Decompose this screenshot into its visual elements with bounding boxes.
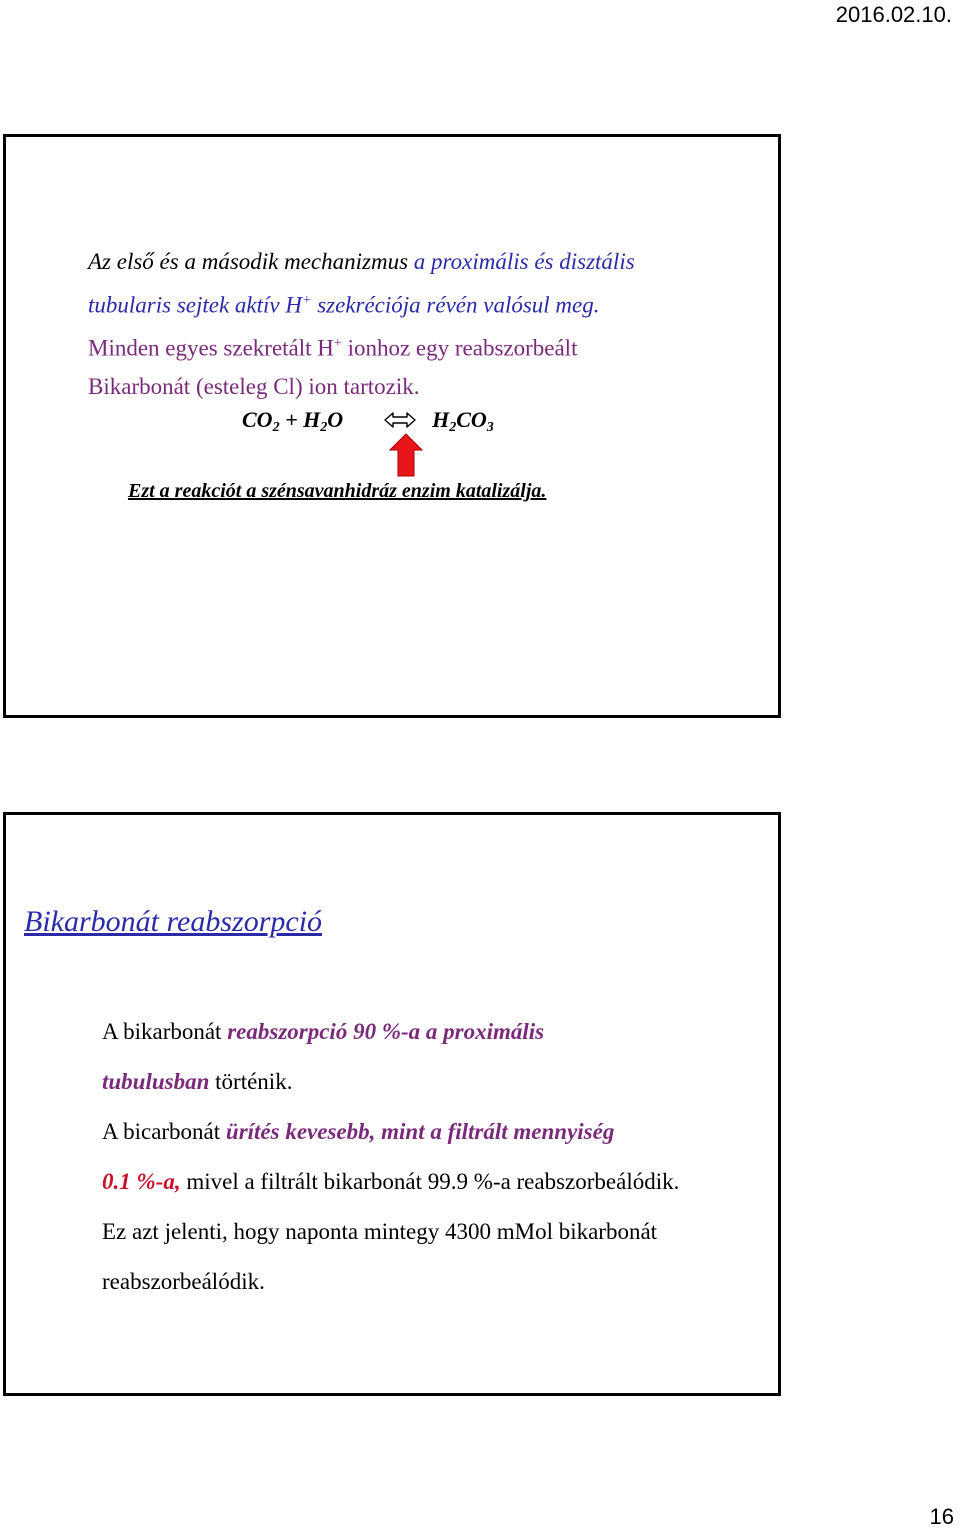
text-segment: tubularis sejtek aktív H [88,292,302,318]
text-segment-emphasis: reabszorpció 90 %-a a proximális [227,1019,545,1044]
chemical-equation [242,407,494,436]
text-segment: Az első és a második mechanizmus [88,249,414,274]
text-segment: A bikarbonát [102,1019,228,1044]
text-segment-highlight: a proximális és disztális [413,249,635,274]
slide1-line-2 [88,282,635,325]
text-segment: Minden egyes szekretált H [88,335,334,361]
text-segment: ionhoz egy reabszorbeált [341,335,578,361]
slide-title: Bikarbonát reabszorpció [24,905,323,938]
slide-bicarbonate-reabsorption [3,812,781,1396]
header-date: 2016.02.10. [835,2,952,27]
eq-o: O [327,407,344,432]
eq-subscript: 2 [272,420,280,435]
page-number: 16 [929,1504,954,1529]
eq-subscript: 3 [486,420,494,435]
slide-carbonic-anhydrase [3,134,781,718]
text-segment-emphasis: tubulusban [102,1069,210,1094]
eq-subscript: 2 [449,420,457,435]
slide1-line-4 [88,368,635,407]
eq-plus-h: + H [279,407,321,432]
slide2-line-6: reabszorbeálódik. [102,1269,265,1294]
eq-subscript: 2 [320,420,328,435]
slide2-line-3 [102,1107,679,1157]
text-segment: Bikarbonát (esteleg Cl) ion tartozik. [88,373,420,399]
eq-co: CO [456,407,487,432]
slide1-paragraph [88,243,635,406]
text-segment: történik. [209,1069,293,1094]
slide2-line-4 [102,1157,679,1207]
slide2-line-5: Ez azt jelenti, hogy naponta mintegy 4300 mMol bikarbonát [102,1219,658,1244]
text-segment: szekréciója révén valósul meg. [311,292,600,318]
superscript-plus: + [302,292,312,308]
slide1-line-1 [88,243,635,282]
text-segment-emphasis: ürítés kevesebb, mint a filtrált mennyiség [225,1119,615,1144]
slide2-line-2 [102,1057,679,1107]
eq-h: H [432,407,450,432]
catalysis-note: Ezt a reakciót a szénsavanhidráz enzim katalizálja. [128,480,547,502]
text-segment: A bicarbonát [102,1119,226,1144]
superscript-plus: + [333,335,342,351]
text-segment-emphasis: 0.1 %-a, [102,1169,181,1194]
slide1-line-3 [88,325,635,368]
text-segment: mivel a filtrált bikarbonát 99.9 %-a reabszorbeálódik. [180,1169,680,1194]
eq-co: CO [242,407,273,432]
slide2-body [102,1007,679,1307]
up-arrow-icon [389,433,423,477]
slide2-line-1 [102,1007,679,1057]
double-arrow-icon [384,412,416,428]
